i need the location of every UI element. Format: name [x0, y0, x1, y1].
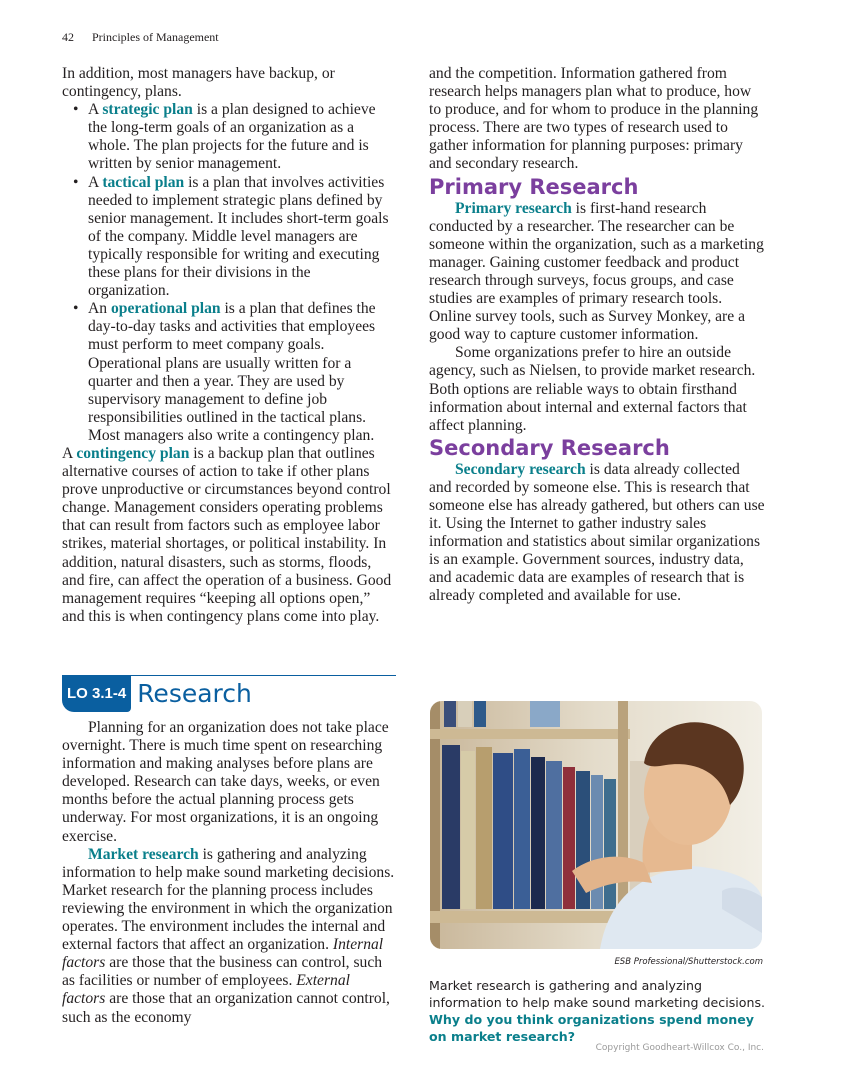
article: A [88, 173, 103, 191]
definition-text: is a plan that defines the day-to-day tasks and activities that employees must perform to meet company goals. Operational plans are usually written for a quarter and then a year. They are used by supervisory management to define job responsibilities outlined in the tactical plans. [88, 300, 376, 426]
key-term: tactical plan [102, 173, 185, 191]
definition-text: is first-hand research conducted by a researcher. The researcher can be someone within the organization, such as a marketing manager. Gaining customer feedback and product research through surveys, focus groups, and case studies are examples of primary research tools. Online survey tools, such as Survey Monkey, are a good way to capture customer information. [429, 199, 764, 344]
market-research-paragraph [62, 846, 396, 1027]
definition-text: is gathering and analyzing information to help make sound marketing decisions. Market research for the planning process includes reviewing the environment in which the organization operates. The environment includes the internal and external factors that affect an organization. [62, 845, 395, 954]
contingency-lead: Most managers also write a contingency plan. [88, 426, 375, 444]
intro-paragraph: In addition, most managers have backup, or contingency, plans. [62, 65, 335, 101]
secondary-research-heading: Secondary Research [429, 435, 670, 460]
key-term: operational plan [110, 300, 221, 318]
photo-credit: ESB Professional/Shutterstock.com [614, 957, 763, 967]
copyright-notice: Copyright Goodheart-Willcox Co., Inc. [595, 1043, 764, 1053]
article: An [88, 300, 111, 318]
key-term: strategic plan [102, 101, 193, 119]
plan-types-list [62, 101, 396, 427]
primary-research-paragraph [429, 200, 765, 345]
continued-paragraph: and the competition. Information gathered from research helps managers plan what to produce, how to produce, and for whom to produce in the planning process. There are two types of research used to gather information for planning purposes: primary and secondary research. [429, 65, 759, 173]
list-item [88, 101, 396, 173]
caption-question: Why do you think organizations spend money on market research? [429, 1012, 754, 1044]
learning-objective-badge: LO 3.1-4 [62, 676, 131, 712]
article: A [62, 444, 77, 462]
primary-research-heading: Primary Research [429, 174, 639, 199]
definition-text: is a plan that involves activities needed to implement strategic plans defined by senior management. It includes short-term goals of the company. Middle level managers are typically responsible for writing and executing these plans for their divisions in the organization. [88, 173, 389, 300]
figure-caption [429, 977, 769, 1045]
key-term: Primary research [455, 199, 572, 217]
definition-text: is a plan designed to achieve the long-term goals of an organization as a whole. The plan projects for the future and is written by senior management. [88, 101, 376, 173]
internal-factors-term: Internal factors [62, 936, 384, 972]
page-number: 42 [62, 30, 74, 44]
definition-text: are those that the business can control, such as facilities or number of employees. [62, 954, 383, 990]
right-column [429, 65, 765, 606]
section-heading [62, 675, 396, 712]
research-paragraph: Planning for an organization does not take place overnight. There is much time spent on researching information and making analyses before plans are developed. Research can take days, weeks, or even months before the actual planning process gets underway. For most organizations, it is an ongoing exercise. [62, 719, 389, 845]
external-factors-term: External factors [62, 972, 350, 1008]
book-title: Principles of Management [92, 30, 219, 44]
key-term: Secondary research [455, 460, 586, 478]
contingency-paragraph [62, 445, 396, 626]
outside-agency-paragraph: Some organizations prefer to hire an outside agency, such as Nielsen, to provide market research. Both options are reliable ways to obtain firsthand information about internal and external factors that affect planning. [429, 344, 756, 434]
list-item [88, 174, 396, 301]
article: A [88, 101, 103, 119]
definition-text: is a backup plan that outlines alternative courses of action to take if other plans prove unproductive or circumstances beyond control change. Management considers operating problems that can result from factors such as employee labor strikes, material shortages, or political instability. In addition, natural disasters, such as storms, floods, and fire, can affect the operation of a business. Good management requires “keeping all options open,” and this is when contingency plans come into play. [62, 444, 392, 625]
left-column [62, 65, 396, 626]
research-section [62, 719, 396, 1027]
definition-text: is data already collected and recorded by someone else. This is research that someone else has already gathered, but others can use it. Using the Internet to gather industry sales information and statistics about similar organizations is an example. Government sources, industry data, and academic data are examples of research that is already completed and available for use. [429, 460, 765, 605]
section-title: Research [137, 679, 252, 708]
secondary-research-paragraph [429, 461, 765, 606]
key-term: Market research [88, 845, 199, 863]
list-item [88, 300, 396, 427]
library-photo [430, 701, 762, 949]
key-term: contingency plan [76, 444, 190, 462]
running-header [62, 30, 219, 45]
caption-text: Market research is gathering and analyzing information to help make sound marketing decisions. [429, 978, 766, 1010]
definition-text: are those that an organization cannot control, such as the economy [62, 990, 390, 1026]
